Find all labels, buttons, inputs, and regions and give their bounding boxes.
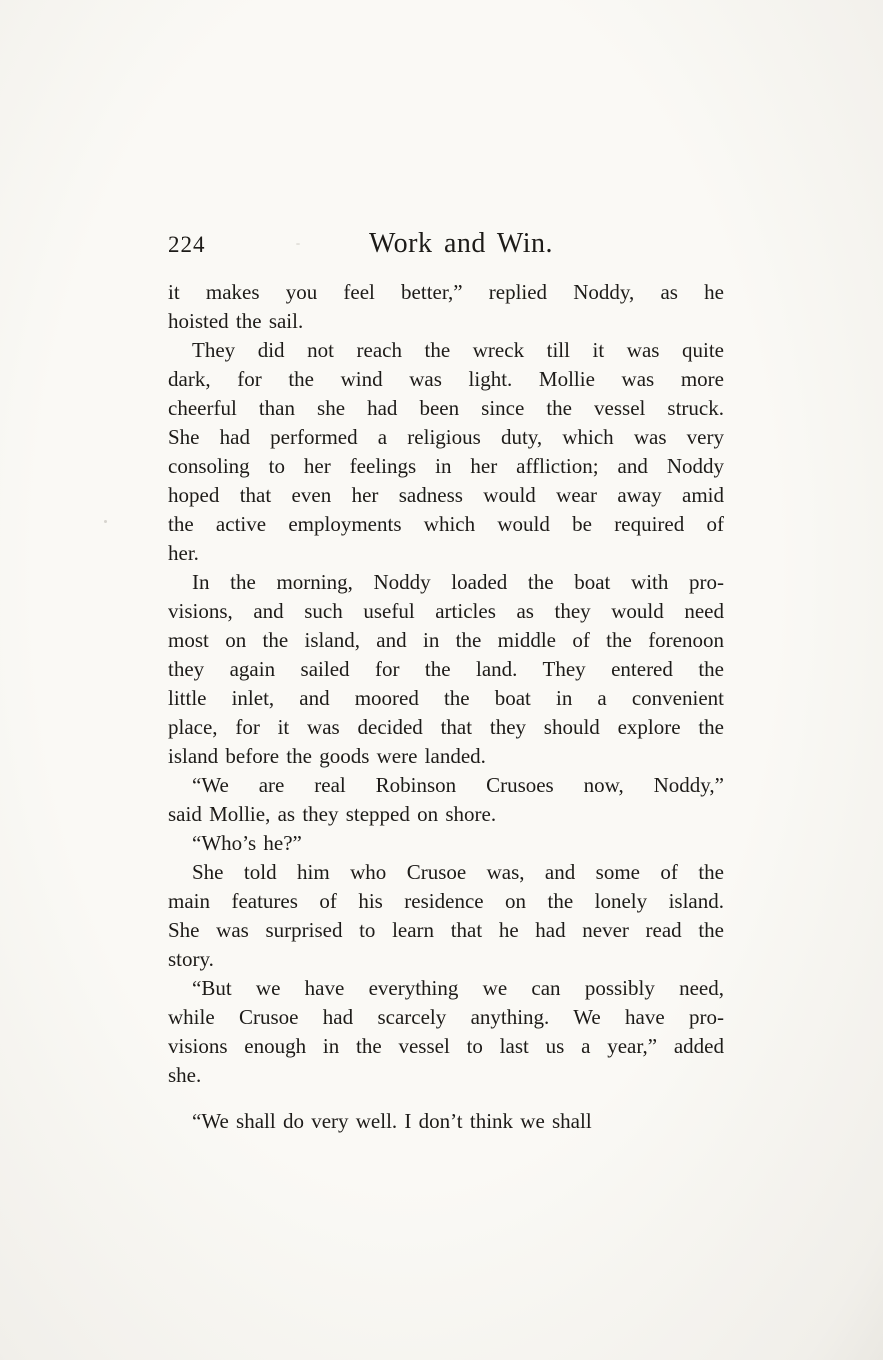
text-line: said Mollie, as they stepped on shore. xyxy=(168,802,497,826)
text-line: “But we have everything we can possibly need, xyxy=(192,976,724,1000)
text-line: “We are real Robinson Crusoes now, Noddy,” xyxy=(192,773,724,797)
text-line: while Crusoe had scarcely anything. We have pro- xyxy=(168,1005,724,1029)
text-line: In the morning, Noddy loaded the boat with pro- xyxy=(192,570,724,594)
text-line: cheerful than she had been since the vessel struck. xyxy=(168,396,724,420)
paragraph xyxy=(168,858,724,974)
text-line: most on the island, and in the middle of the forenoon xyxy=(168,628,724,652)
text-line: “We shall do very well. I don’t think we shall xyxy=(192,1109,592,1133)
text-line: island before the goods were landed. xyxy=(168,744,486,768)
paragraph xyxy=(168,568,724,771)
text-line: She was surprised to learn that he had never read the xyxy=(168,918,724,942)
paragraph xyxy=(168,829,724,858)
scan-speck xyxy=(104,520,107,523)
text-line: They did not reach the wreck till it was quite xyxy=(192,338,724,362)
text-line: main features of his residence on the lonely island. xyxy=(168,889,724,913)
page-body xyxy=(168,278,724,1136)
text-line: they again sailed for the land. They entered the xyxy=(168,657,724,681)
text-line: place, for it was decided that they should explore the xyxy=(168,715,724,739)
paragraph xyxy=(168,974,724,1090)
text-line: the active employments which would be required of xyxy=(168,512,724,536)
text-line: it makes you feel better,” replied Noddy, as he xyxy=(168,280,724,304)
text-line: visions, and such useful articles as they would need xyxy=(168,599,724,623)
page-title: Work and Win. xyxy=(368,228,554,259)
book-page xyxy=(168,228,724,1136)
text-line: little inlet, and moored the boat in a convenient xyxy=(168,686,724,710)
text-line: She had performed a religious duty, which was very xyxy=(168,425,724,449)
text-line: hoped that even her sadness would wear away amid xyxy=(168,483,724,507)
page-number: 224 xyxy=(168,232,206,257)
paragraph xyxy=(168,1107,724,1136)
paragraph xyxy=(168,771,724,829)
text-line: hoisted the sail. xyxy=(168,309,304,333)
text-line: her. xyxy=(168,541,199,565)
text-line: consoling to her feelings in her affliction; and Noddy xyxy=(168,454,724,478)
paragraph xyxy=(168,336,724,568)
text-line: She told him who Crusoe was, and some of the xyxy=(192,860,724,884)
page-header xyxy=(168,228,724,260)
text-line: story. xyxy=(168,947,214,971)
text-line: “Who’s he?” xyxy=(192,831,302,855)
text-line: she. xyxy=(168,1063,202,1087)
text-line: visions enough in the vessel to last us a year,” added xyxy=(168,1034,724,1058)
paragraph xyxy=(168,278,724,336)
text-line: dark, for the wind was light. Mollie was more xyxy=(168,367,724,391)
